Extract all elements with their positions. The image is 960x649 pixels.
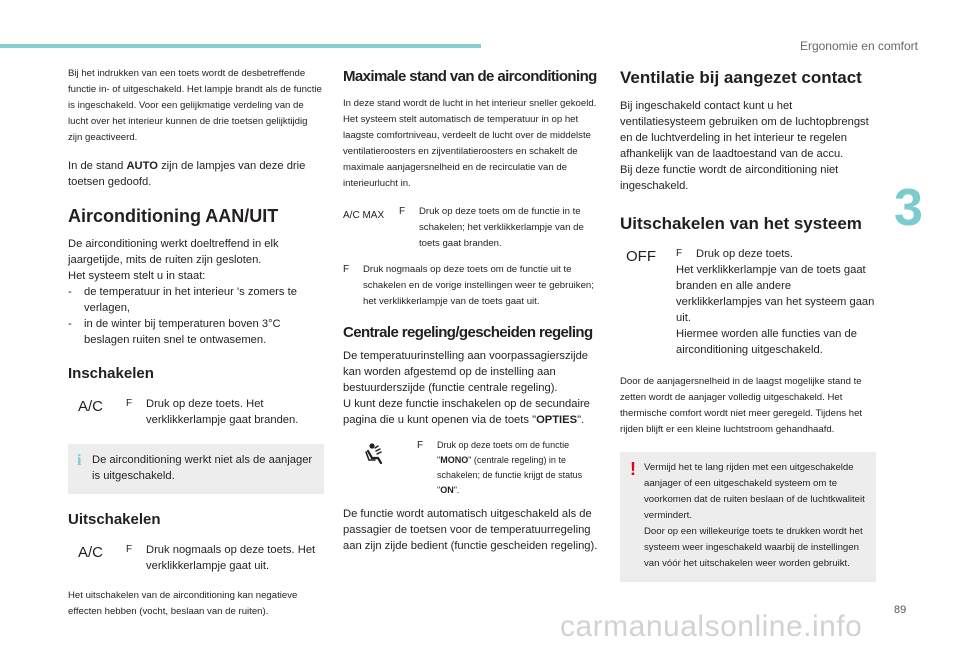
- warning-icon: !: [630, 459, 636, 479]
- system-off-text-3: Hiermee worden alle functies van de airconditioning uitgeschakeld.: [676, 328, 857, 356]
- acmax-button-icon: A/C MAX: [343, 210, 385, 221]
- list-item: [68, 284, 324, 316]
- acmax-off-instruction: [343, 262, 601, 310]
- seat-person-icon: [363, 442, 385, 464]
- bullet-marker: F: [676, 248, 683, 259]
- bullet-marker: F: [126, 398, 133, 409]
- ventilation-desc: Bij ingeschakeld contact kunt u het ventilatiesysteem gebruiken om de luchtopbrengst en de luchtverdeling in het interieur te regelen afhankelijk van de laadtoestand van de accu.: [620, 100, 869, 160]
- central-desc: De temperatuurinstelling aan voorpassagierszijde kan worden afgestemd op de instelling aan bestuurderszijde (functie centrale regeling).: [343, 350, 589, 394]
- page-number: 89: [894, 604, 907, 616]
- acmax-instruction: [399, 204, 601, 252]
- auto-text-post: zijn de lampjes van deze drie toetsen gedoofd.: [68, 160, 306, 188]
- central-control-title: Centrale regeling/gescheiden regeling: [343, 324, 593, 341]
- ac-button-icon: A/C: [78, 544, 104, 561]
- central-desc-pre: U kunt deze functie inschakelen op de secundaire pagina die u kunt openen via de toets ": [343, 398, 590, 426]
- system-off-text-1: Druk op deze toets.: [696, 248, 794, 260]
- ac-desc: De airconditioning werkt doeltreffend in elk jaargetijde, mits de ruiten zijn gesloten.: [68, 238, 279, 266]
- acmax-off-text: Druk nogmaals op deze toets om de functie uit te schakelen en de vorige instellingen weer te gebruiken; het verklikkerlampje van de toets gaat uit.: [363, 264, 594, 307]
- system-off-instruction: [676, 246, 876, 358]
- ventilation-desc-2: Bij deze functie wordt de airconditioning niet ingeschakeld.: [620, 164, 839, 192]
- dash-marker: -: [68, 318, 72, 330]
- ac-benefits-list: [68, 284, 324, 348]
- switch-off-instruction: [126, 542, 324, 574]
- bullet-marker: F: [126, 544, 133, 555]
- bullet-marker: F: [417, 440, 424, 451]
- options-key: OPTIES: [536, 414, 578, 426]
- system-off-row: [620, 246, 876, 358]
- warning-box: [620, 452, 876, 582]
- max-ac-desc-2: Het systeem stelt automatisch de temperatuur in op het laagste comfortniveau, verdeelt de lucht over de middelste ventilatieroosters en zijventilatieroosters en schakelt de maximale aanjagersnelheid en de recirculatie van de interieurlucht in.: [343, 114, 591, 189]
- central-end-text: De functie wordt automatisch uitgeschakeld als de passagier de toetsen voor de temperatuurregeling aan zijn zijde bedient (functie gescheiden regeling).: [343, 508, 598, 552]
- system-off-texts: [676, 246, 876, 358]
- mono-text-post: ".: [453, 485, 460, 495]
- section-title: Ergonomie en comfort: [799, 39, 918, 53]
- switch-on-text: Druk op deze toets. Het verklikkerlampje gaat branden.: [146, 398, 299, 426]
- mono-key: MONO: [440, 455, 469, 465]
- switch-on-title: Inschakelen: [68, 365, 154, 382]
- column-left: [68, 66, 324, 620]
- watermark: carmanualsonline.info: [560, 610, 863, 643]
- max-ac-title: Maximale stand van de airconditioning: [343, 68, 597, 85]
- acmax-text: Druk op deze toets om de functie in te schakelen; het verklikkerlampje van de toets gaat branden.: [419, 206, 584, 249]
- mono-button-icon: [343, 438, 417, 469]
- bullet-marker: F: [399, 206, 406, 217]
- switch-on-instruction: [126, 396, 324, 428]
- off-button-icon: OFF: [626, 248, 656, 265]
- ac-onoff-title: Airconditioning AAN/UIT: [68, 206, 279, 226]
- ventilation-title: Ventilatie bij aangezet contact: [620, 68, 862, 87]
- mono-instruction: [417, 438, 597, 498]
- list-item-text: in de winter bij temperaturen boven 3°C beslagen ruiten snel te ontwasemen.: [84, 318, 281, 346]
- warning-text-1: Vermijd het te lang rijden met een uitgeschakelde aanjager of een uitgeschakeld systeem om te voorkomen dat de ruiten beslaan of de luchtkwaliteit vermindert.: [644, 462, 865, 521]
- switch-off-text: Druk nogmaals op deze toets. Het verklikkerlampje gaat uit.: [146, 544, 316, 572]
- ac-button-icon: A/C: [78, 398, 104, 415]
- system-off-text-2: Het verklikkerlampje van de toets gaat branden en alle andere verklikkerlampjes van het systeem gaan uit.: [676, 264, 875, 324]
- bullet-marker: F: [343, 264, 350, 275]
- acmax-row: [343, 204, 601, 252]
- ac-desc-2: Het systeem stelt u in staat:: [68, 270, 206, 282]
- list-item: [68, 316, 324, 348]
- chapter-number: 3: [894, 179, 923, 237]
- switch-off-row: [68, 542, 324, 574]
- switch-off-title: Uitschakelen: [68, 511, 161, 528]
- auto-text: [68, 158, 324, 190]
- dash-marker: -: [68, 286, 72, 298]
- switch-off-note: Het uitschakelen van de airconditioning kan negatieve effecten hebben (vocht, beslaan van de ruiten).: [68, 590, 298, 617]
- info-text: De airconditioning werkt niet als de aanjager is uitgeschakeld.: [92, 454, 313, 482]
- mono-text: [437, 438, 597, 498]
- central-desc-2: [343, 396, 601, 428]
- mono-text-mid: " (centrale regeling) in te schakelen; de functie krijgt de status ": [437, 455, 583, 495]
- info-icon: i: [77, 452, 82, 469]
- list-item-text: de temperatuur in het interieur 's zomers te verlagen,: [84, 286, 297, 314]
- system-off-title: Uitschakelen van het systeem: [620, 214, 862, 233]
- column-middle: [343, 66, 601, 554]
- max-ac-desc: In deze stand wordt de lucht in het interieur sneller gekoeld.: [343, 98, 597, 109]
- mono-row: [343, 438, 601, 498]
- auto-text-pre: In de stand: [68, 160, 127, 172]
- on-status: ON: [440, 485, 454, 495]
- info-box: [68, 444, 324, 494]
- switch-on-row: [68, 396, 324, 428]
- column-right: [620, 66, 876, 582]
- central-desc-post: ".: [577, 414, 585, 426]
- intro-text: Bij het indrukken van een toets wordt de desbetreffende functie in- of uitgeschakeld. Het lampje brandt als de functie is ingeschakeld. Voor een gelijkmatige verdeling van de lucht over het interieur kunnen de drie toetsen gelijktijdig zijn geactiveerd.: [68, 68, 322, 143]
- fan-note: Door de aanjagersnelheid in de laagst mogelijke stand te zetten wordt de aanjager volledig uitgeschakeld. Het thermische comfort wordt niet meer geregeld. Tijdens het rijden blijft er een kleine luchtstroom gehandhaafd.: [620, 376, 863, 435]
- warning-text-2: Door op een willekeurige toets te drukken wordt het systeem weer ingeschakeld waarbij de instellingen van vóór het uitschakelen weer worden gebruikt.: [644, 526, 863, 569]
- mono-text-pre: Druk op deze toets om de functie ": [437, 440, 570, 465]
- auto-text-bold: AUTO: [126, 160, 158, 172]
- header-accent-bar: [0, 44, 481, 48]
